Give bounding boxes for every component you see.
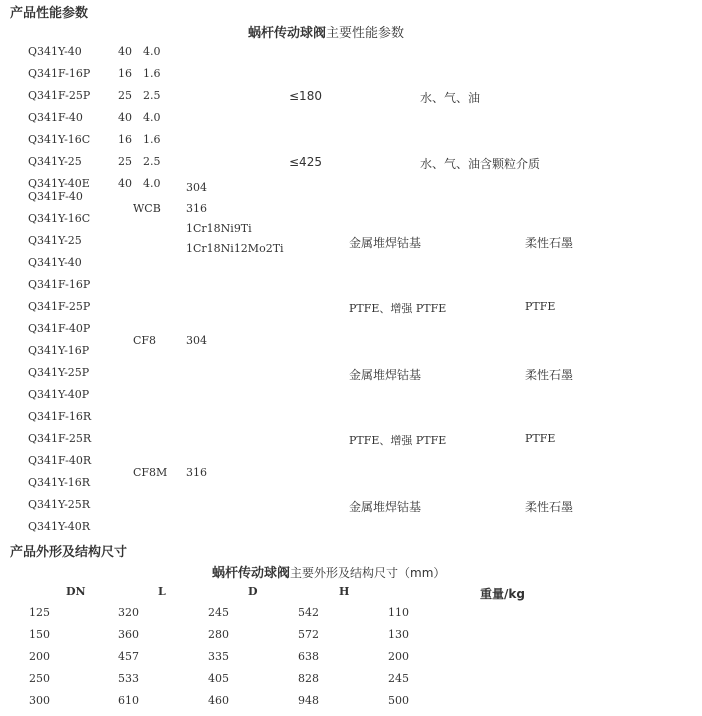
section-dimensions-title: 产品外形及结构尺寸	[10, 545, 128, 560]
dimensions-value-cell: 828	[298, 672, 319, 685]
material-ball-cell: 304	[186, 181, 207, 194]
dimensions-value-cell: 250	[29, 672, 50, 685]
dimensions-header-cell: H	[339, 585, 350, 598]
dimensions-value-cell: 638	[298, 650, 319, 663]
material-packing-cell: 柔性石墨	[525, 500, 574, 514]
dimensions-value-cell: 200	[29, 650, 50, 663]
material-packing-cell: 柔性石墨	[525, 368, 574, 382]
material-model-cell: Q341F-16R	[28, 410, 92, 423]
perf-model-cell: Q341Y-40E	[28, 177, 90, 190]
perf-model-cell: Q341Y-25	[28, 155, 82, 168]
dimensions-value-cell: 360	[118, 628, 139, 641]
material-model-cell: Q341F-25R	[28, 432, 92, 445]
performance-table-title-bold: 蜗杆传动球阀	[248, 26, 327, 41]
perf-pn-cell: 25	[118, 155, 132, 168]
dimensions-value-cell: 200	[388, 650, 409, 663]
material-body-cell: WCB	[133, 202, 161, 215]
material-model-cell: Q341Y-25R	[28, 498, 91, 511]
dimensions-value-cell: 948	[298, 694, 319, 707]
perf-model-cell: Q341F-40	[28, 111, 83, 124]
dimensions-value-cell: 280	[208, 628, 229, 641]
dimensions-table-title	[212, 562, 445, 581]
perf-pn-cell: 40	[118, 111, 132, 124]
dimensions-value-cell: 125	[29, 606, 50, 619]
dimensions-value-cell: 533	[118, 672, 139, 685]
material-packing-cell: PTFE	[525, 432, 556, 445]
dimensions-header-cell: L	[158, 585, 166, 598]
material-packing-cell: 柔性石墨	[525, 236, 574, 250]
dimensions-header-cell: D	[248, 585, 258, 598]
material-model-cell: Q341Y-16R	[28, 476, 91, 489]
perf-medium-cell: 水、气、油含颗粒介质	[420, 157, 541, 171]
material-model-cell: Q341Y-40R	[28, 520, 91, 533]
section-performance-title: 产品性能参数	[10, 6, 89, 21]
dimensions-value-cell: 110	[388, 606, 409, 619]
dimensions-value-cell: 320	[118, 606, 139, 619]
dimensions-table-title-rest: 主要外形及结构尺寸（mm）	[290, 566, 446, 580]
perf-temp-cell: ≤180	[289, 89, 322, 103]
dimensions-value-cell: 245	[388, 672, 409, 685]
perf-model-cell: Q341Y-16C	[28, 133, 91, 146]
material-model-cell: Q341F-40R	[28, 454, 92, 467]
material-model-cell: Q341Y-25P	[28, 366, 90, 379]
material-model-cell: Q341F-16P	[28, 278, 91, 291]
perf-pn-cell: 16	[118, 133, 132, 146]
material-model-cell: Q341Y-16P	[28, 344, 90, 357]
performance-table-title-rest: 主要性能参数	[326, 26, 405, 41]
dimensions-value-cell: 457	[118, 650, 139, 663]
perf-mpa-cell: 4.0	[143, 111, 161, 124]
material-seat-cell: PTFE、增强 PTFE	[349, 302, 447, 315]
dimensions-value-cell: 130	[388, 628, 409, 641]
perf-temp-cell: ≤425	[289, 155, 322, 169]
material-body-cell: CF8M	[133, 466, 168, 479]
dimensions-value-cell: 572	[298, 628, 319, 641]
material-model-cell: Q341Y-40P	[28, 388, 90, 401]
material-seat-cell: 金属堆焊钴基	[349, 368, 422, 382]
dimensions-value-cell: 245	[208, 606, 229, 619]
perf-model-cell: Q341F-16P	[28, 67, 91, 80]
material-body-cell: CF8	[133, 334, 157, 347]
material-seat-cell: 金属堆焊钴基	[349, 500, 422, 514]
material-seat-cell: 金属堆焊钴基	[349, 236, 422, 250]
material-model-cell: Q341F-40P	[28, 322, 91, 335]
perf-pn-cell: 16	[118, 67, 132, 80]
perf-model-cell: Q341F-25P	[28, 89, 91, 102]
dimensions-value-cell: 460	[208, 694, 229, 707]
material-packing-cell: PTFE	[525, 300, 556, 313]
material-model-cell: Q341Y-25	[28, 234, 82, 247]
material-model-cell: Q341F-40	[28, 190, 83, 203]
dimensions-table-title-bold: 蜗杆传动球阀	[212, 566, 291, 581]
perf-mpa-cell: 2.5	[143, 155, 161, 168]
dimensions-value-cell: 335	[208, 650, 229, 663]
perf-medium-cell: 水、气、油	[420, 91, 481, 105]
perf-mpa-cell: 4.0	[143, 177, 161, 190]
performance-table-title	[248, 22, 404, 41]
dimensions-value-cell: 610	[118, 694, 139, 707]
material-ball-cell: 1Cr18Ni9Ti	[186, 222, 252, 235]
perf-mpa-cell: 1.6	[143, 133, 161, 146]
perf-pn-cell: 40	[118, 45, 132, 58]
material-model-cell: Q341Y-40	[28, 256, 82, 269]
dimensions-value-cell: 150	[29, 628, 50, 641]
perf-model-cell: Q341Y-40	[28, 45, 82, 58]
material-ball-cell: 304	[186, 334, 207, 347]
dimensions-header-cell: 重量/kg	[480, 587, 525, 601]
material-model-cell: Q341F-25P	[28, 300, 91, 313]
dimensions-value-cell: 300	[29, 694, 50, 707]
material-seat-cell: PTFE、增强 PTFE	[349, 434, 447, 447]
dimensions-value-cell: 500	[388, 694, 409, 707]
perf-mpa-cell: 2.5	[143, 89, 161, 102]
material-ball-cell: 1Cr18Ni12Mo2Ti	[186, 242, 284, 255]
material-model-cell: Q341Y-16C	[28, 212, 91, 225]
perf-mpa-cell: 1.6	[143, 67, 161, 80]
dimensions-value-cell: 405	[208, 672, 229, 685]
dimensions-header-cell: DN	[66, 585, 86, 598]
perf-mpa-cell: 4.0	[143, 45, 161, 58]
material-ball-cell: 316	[186, 202, 207, 215]
perf-pn-cell: 25	[118, 89, 132, 102]
material-ball-cell: 316	[186, 466, 207, 479]
dimensions-value-cell: 542	[298, 606, 319, 619]
perf-pn-cell: 40	[118, 177, 132, 190]
